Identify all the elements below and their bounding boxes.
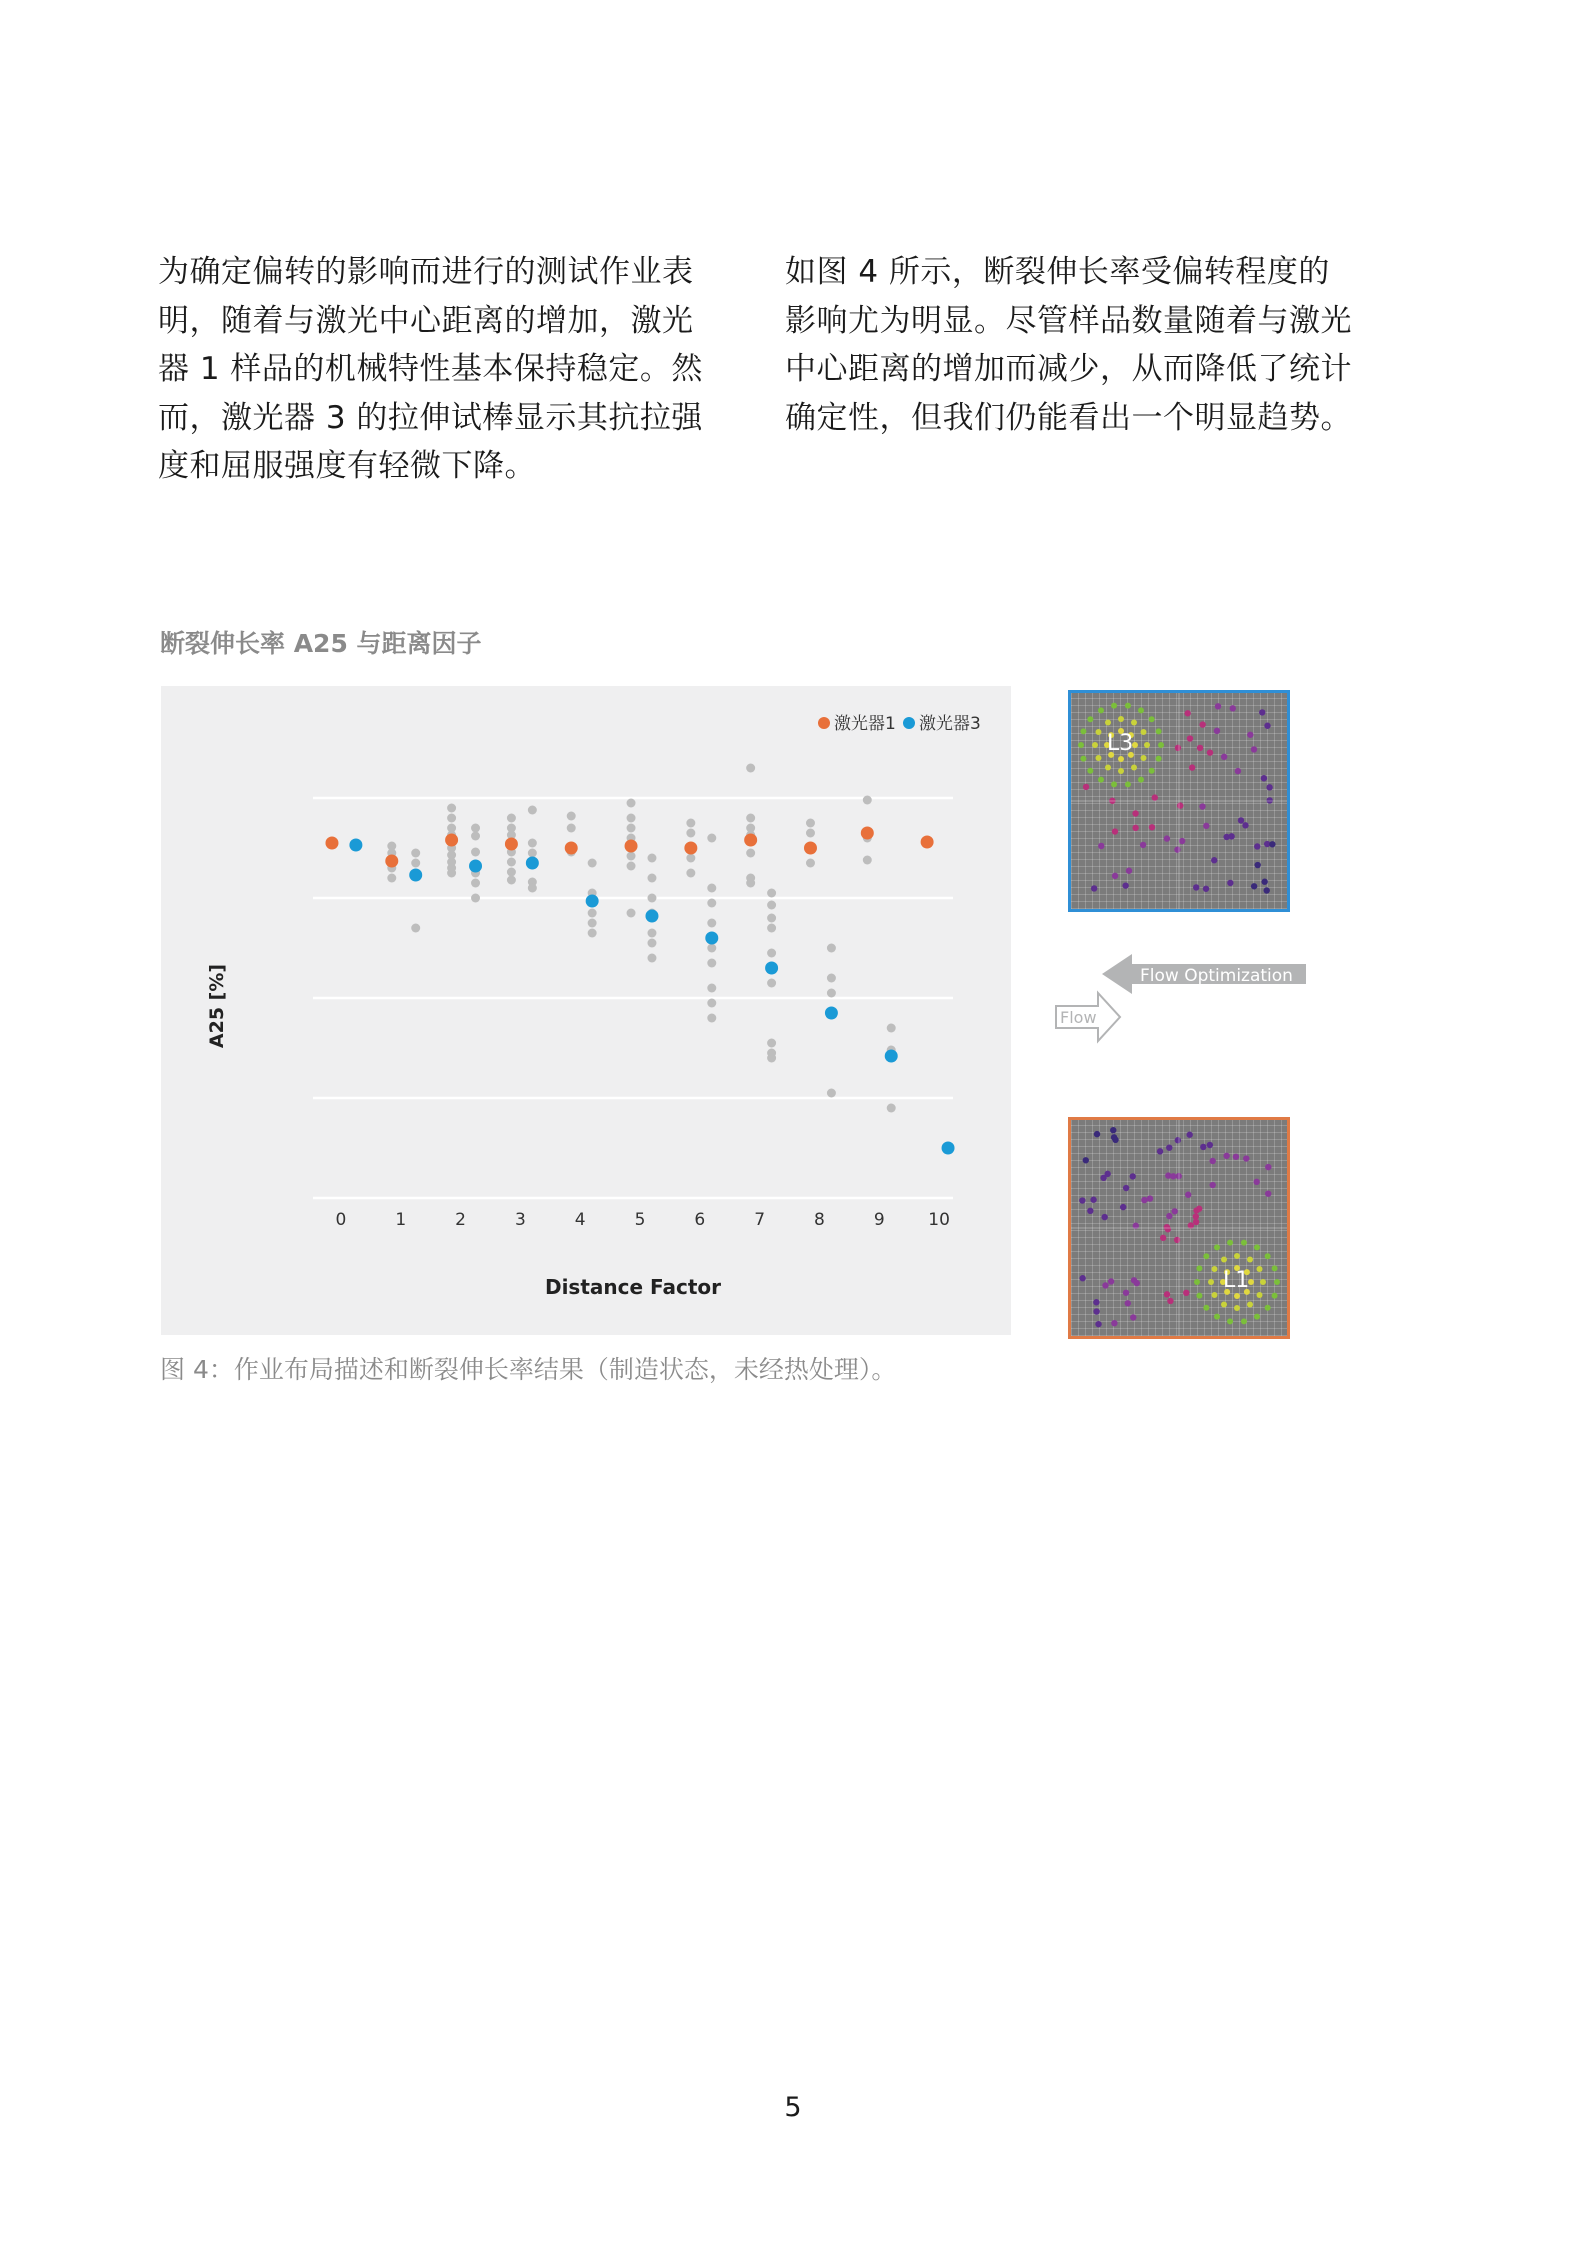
part-dot — [1274, 1279, 1280, 1285]
x-tick-label: 7 — [754, 1210, 766, 1230]
sample-point — [827, 989, 836, 998]
chart-area — [161, 686, 1011, 1335]
sample-point — [887, 1104, 896, 1113]
sample-point — [528, 839, 537, 848]
part-dot — [1189, 764, 1195, 770]
part-dot — [1265, 1305, 1271, 1311]
part-dot — [1132, 810, 1138, 816]
part-dot — [1132, 825, 1138, 831]
part-dot — [1123, 1185, 1129, 1191]
part-dot — [1214, 1244, 1220, 1250]
part-dot — [1111, 1320, 1117, 1326]
laser1-mean-point — [385, 855, 398, 868]
sample-point — [686, 854, 695, 863]
part-dot — [1095, 729, 1101, 735]
sample-point — [806, 819, 815, 828]
x-tick-label: 9 — [873, 1210, 885, 1230]
sample-point — [471, 824, 480, 833]
legend-marker-laser1 — [818, 717, 830, 729]
part-dot — [1177, 802, 1183, 808]
laser3-mean-point — [885, 1050, 898, 1063]
sample-point — [707, 919, 716, 928]
sample-point — [627, 799, 636, 808]
part-layout-dots — [1071, 1120, 1287, 1336]
part-dot — [1149, 824, 1155, 830]
part-dot — [1194, 1279, 1200, 1285]
part-dot — [1196, 1265, 1202, 1271]
part-dot — [1211, 857, 1217, 863]
sample-point — [707, 984, 716, 993]
part-dot — [1187, 735, 1193, 741]
sample-point — [767, 914, 776, 923]
part-dot — [1208, 1279, 1214, 1285]
sample-point — [707, 999, 716, 1008]
part-layout-dots — [1071, 693, 1287, 909]
part-dot — [1079, 1275, 1085, 1281]
sample-point — [686, 819, 695, 828]
sample-point — [507, 858, 516, 867]
legend-marker-laser3 — [903, 717, 915, 729]
part-dot — [1175, 745, 1181, 751]
sample-point — [471, 894, 480, 903]
sample-point — [827, 1089, 836, 1098]
laser1-mean-point — [505, 838, 518, 851]
part-dot — [1101, 1214, 1107, 1220]
x-tick-label: 8 — [814, 1210, 825, 1230]
sample-point — [588, 919, 597, 928]
part-dot — [1141, 1197, 1147, 1203]
part-dot — [1197, 745, 1203, 751]
x-tick-label: 10 — [928, 1210, 950, 1230]
sample-point — [627, 862, 636, 871]
part-dot — [1186, 1132, 1192, 1138]
sample-point — [567, 824, 576, 833]
laser3-mean-point — [469, 860, 482, 873]
sample-point — [588, 859, 597, 868]
sample-point — [627, 824, 636, 833]
part-dot — [1227, 880, 1233, 886]
part-dot — [1152, 794, 1158, 800]
part-dot — [1138, 707, 1144, 713]
part-dot — [1149, 716, 1155, 722]
part-dot — [1228, 833, 1234, 839]
part-dot — [1171, 1208, 1177, 1214]
x-axis-label: Distance Factor — [544, 1275, 722, 1299]
part-dot — [1147, 1195, 1153, 1201]
part-dot — [1126, 868, 1132, 874]
part-dot — [1105, 719, 1111, 725]
part-dot — [1083, 1157, 1089, 1163]
part-dot — [1257, 1292, 1263, 1298]
part-dot — [1247, 732, 1253, 738]
part-dot — [1199, 803, 1205, 809]
part-dot — [1098, 707, 1104, 713]
part-dot — [1157, 1148, 1163, 1154]
sample-point — [767, 949, 776, 958]
part-dot — [1254, 843, 1260, 849]
part-dot — [1215, 703, 1221, 709]
part-dot — [1247, 1256, 1253, 1262]
part-dot — [1078, 742, 1084, 748]
part-dot — [1210, 1158, 1216, 1164]
laser1-mean-point — [744, 834, 757, 847]
part-dot — [1211, 1292, 1217, 1298]
part-dot — [1098, 843, 1104, 849]
part-dot — [1264, 887, 1270, 893]
part-dot — [1095, 755, 1101, 761]
sample-point — [827, 944, 836, 953]
part-dot — [1164, 1224, 1170, 1230]
part-dot — [1095, 1321, 1101, 1327]
sample-point — [806, 859, 815, 868]
part-dot — [1196, 1293, 1202, 1299]
part-dot — [1193, 1213, 1199, 1219]
laser1-mean-point — [445, 834, 458, 847]
part-dot — [1234, 1253, 1240, 1259]
part-dot — [1207, 749, 1213, 755]
sample-point — [471, 879, 480, 888]
part-dot — [1102, 1282, 1108, 1288]
laser3-mean-point — [705, 932, 718, 945]
part-dot — [1090, 1197, 1096, 1203]
part-dot — [1105, 765, 1111, 771]
figure-title: 断裂伸长率 A25 与距离因子 — [160, 629, 482, 658]
part-dot — [1179, 838, 1185, 844]
part-dot — [1193, 1219, 1199, 1225]
part-dot — [1251, 746, 1257, 752]
part-dot — [1164, 1291, 1170, 1297]
part-dot — [1080, 756, 1086, 762]
sample-point — [707, 944, 716, 953]
flow-arrows — [1050, 950, 1330, 1070]
build-plate-top-panel — [1068, 690, 1290, 912]
sample-point — [471, 832, 480, 841]
part-dot — [1167, 1298, 1173, 1304]
part-dot — [1166, 1213, 1172, 1219]
part-dot — [1260, 1279, 1266, 1285]
sample-point — [647, 939, 656, 948]
part-dot — [1209, 1182, 1215, 1188]
x-tick-label: 2 — [455, 1210, 466, 1230]
sample-point — [707, 959, 716, 968]
laser1-mean-point — [804, 842, 817, 855]
sample-point — [471, 848, 480, 857]
part-dot — [1203, 823, 1209, 829]
part-dot — [1118, 716, 1124, 722]
part-dot — [1144, 742, 1150, 748]
part-dot — [1203, 1253, 1209, 1259]
part-dot — [1264, 723, 1270, 729]
sample-point — [707, 899, 716, 908]
part-dot — [1098, 777, 1104, 783]
body-paragraph-right: 如图 4 所示，断裂伸长率受偏转程度的影响尤为明显。尽管样品数量随着与激光中心距离的增加而减少，从而降低了统计确定性，但我们仍能看出一个明显趋势。 — [785, 254, 1352, 436]
sample-point — [507, 876, 516, 885]
laser3-mean-point — [409, 869, 422, 882]
part-dot — [1227, 1240, 1233, 1246]
laser-label-top: L3 — [1107, 731, 1134, 756]
part-dot — [1158, 742, 1164, 748]
part-dot — [1257, 1266, 1263, 1272]
part-dot — [1174, 846, 1180, 852]
sample-point — [863, 856, 872, 865]
part-dot — [1234, 1305, 1240, 1311]
part-dot — [1241, 1318, 1247, 1324]
part-dot — [1272, 1293, 1278, 1299]
sample-point — [827, 974, 836, 983]
laser3-mean-point — [765, 962, 778, 975]
sample-point — [411, 849, 420, 858]
part-dot — [1265, 1164, 1271, 1170]
part-dot — [1238, 817, 1244, 823]
part-dot — [1083, 784, 1089, 790]
part-dot — [1221, 1302, 1227, 1308]
x-tick-label: 3 — [514, 1210, 526, 1230]
part-dot — [1203, 886, 1209, 892]
laser3-mean-point — [586, 895, 599, 908]
part-dot — [1266, 784, 1272, 790]
part-dot — [1247, 1302, 1253, 1308]
sample-point — [767, 889, 776, 898]
part-dot — [1183, 1290, 1189, 1296]
part-dot — [1131, 719, 1137, 725]
x-tick-label: 4 — [574, 1210, 586, 1230]
part-dot — [1111, 781, 1117, 787]
build-plate-bottom-panel — [1068, 1117, 1290, 1339]
part-dot — [1254, 1314, 1260, 1320]
sample-point — [767, 924, 776, 933]
part-dot — [1112, 873, 1118, 879]
laser3-mean-point — [645, 910, 658, 923]
part-dot — [1079, 1197, 1085, 1203]
sample-point — [806, 829, 815, 838]
part-dot — [1234, 1293, 1240, 1299]
part-dot — [1138, 777, 1144, 783]
sample-point — [707, 884, 716, 893]
flow-label: Flow — [1060, 1008, 1097, 1027]
part-dot — [1272, 1265, 1278, 1271]
part-dot — [1122, 882, 1128, 888]
sample-point — [627, 814, 636, 823]
part-dot — [1110, 1127, 1116, 1133]
sample-point — [887, 1024, 896, 1033]
part-dot — [1175, 1137, 1181, 1143]
part-dot — [1112, 828, 1118, 834]
part-dot — [1156, 756, 1162, 762]
part-dot — [1254, 1244, 1260, 1250]
part-dot — [1093, 1299, 1099, 1305]
part-dot — [1149, 768, 1155, 774]
sample-point — [528, 849, 537, 858]
part-dot — [1125, 1300, 1131, 1306]
part-dot — [1087, 716, 1093, 722]
sample-point — [528, 806, 537, 815]
sample-point — [746, 849, 755, 858]
part-dot — [1193, 884, 1199, 890]
part-dot — [1223, 1153, 1229, 1159]
part-dot — [1251, 883, 1257, 889]
sample-point — [447, 804, 456, 813]
part-dot — [1261, 879, 1267, 885]
scatter-chart — [161, 686, 1011, 1335]
part-dot — [1269, 841, 1275, 847]
y-axis-label: A25 [%] — [206, 963, 228, 1049]
part-dot — [1125, 703, 1131, 709]
laser1-mean-point — [861, 827, 874, 840]
laser1-mean-point — [325, 837, 338, 850]
part-dot — [1108, 1278, 1114, 1284]
laser1-mean-point — [921, 836, 934, 849]
body-paragraph-left: 为确定偏转的影响而进行的测试作业表明，随着与激光中心距离的增加，激光器 1 样品的机械特性基本保持稳定。然而，激光器 3 的拉伸试棒显示其抗拉强度和屈服强度有轻微下降。 — [158, 254, 703, 484]
part-dot — [1227, 1318, 1233, 1324]
sample-point — [746, 814, 755, 823]
part-dot — [1141, 729, 1147, 735]
sample-point — [647, 894, 656, 903]
part-dot — [1087, 1208, 1093, 1214]
part-dot — [1080, 728, 1086, 734]
laser3-mean-point — [825, 1007, 838, 1020]
sample-point — [588, 909, 597, 918]
part-dot — [1221, 1256, 1227, 1262]
part-dot — [1131, 765, 1137, 771]
part-dot — [1259, 709, 1265, 715]
sample-point — [746, 764, 755, 773]
x-tick-label: 1 — [395, 1210, 407, 1230]
sample-point — [627, 852, 636, 861]
sample-point — [647, 874, 656, 883]
sample-point — [411, 924, 420, 933]
part-dot — [1118, 756, 1124, 762]
part-dot — [1214, 1314, 1220, 1320]
sample-point — [447, 869, 456, 878]
sample-point — [447, 814, 456, 823]
part-dot — [1140, 842, 1146, 848]
laser3-mean-point — [942, 1142, 955, 1155]
part-dot — [1265, 1253, 1271, 1259]
part-dot — [1196, 1206, 1202, 1212]
part-dot — [1199, 721, 1205, 727]
part-dot — [1091, 885, 1097, 891]
part-dot — [1242, 822, 1248, 828]
sample-point — [387, 874, 396, 883]
part-dot — [1261, 775, 1267, 781]
part-dot — [1120, 1204, 1126, 1210]
part-dot — [1254, 862, 1260, 868]
part-dot — [1164, 835, 1170, 841]
sample-point — [707, 1014, 716, 1023]
figure-caption: 图 4：作业布局描述和断裂伸长率结果（制造状态，未经热处理）。 — [160, 1355, 897, 1384]
laser3-mean-point — [349, 839, 362, 852]
sample-point — [507, 814, 516, 823]
laser-label-bottom: L1 — [1223, 1268, 1250, 1293]
laser1-mean-point — [684, 842, 697, 855]
flow-optimization-label: Flow Optimization — [1140, 966, 1293, 986]
sample-point — [863, 796, 872, 805]
part-dot — [1266, 797, 1272, 803]
part-dot — [1166, 1144, 1172, 1150]
part-dot — [1123, 1290, 1129, 1296]
part-dot — [1185, 1192, 1191, 1198]
part-dot — [1093, 1308, 1099, 1314]
sample-point — [588, 929, 597, 938]
part-dot — [1094, 1131, 1100, 1137]
sample-point — [767, 979, 776, 988]
sample-point — [767, 1039, 776, 1048]
sample-point — [567, 812, 576, 821]
layout-diagram — [1050, 680, 1330, 1350]
part-dot — [1200, 1144, 1206, 1150]
sample-point — [528, 884, 537, 893]
legend-label-laser3: 激光器3 — [919, 714, 981, 734]
sample-point — [647, 854, 656, 863]
part-dot — [1233, 1154, 1239, 1160]
part-dot — [1243, 1155, 1249, 1161]
sample-point — [686, 869, 695, 878]
part-dot — [1211, 1266, 1217, 1272]
part-dot — [1087, 768, 1093, 774]
part-dot — [1170, 1173, 1176, 1179]
sample-point — [627, 909, 636, 918]
part-dot — [1184, 710, 1190, 716]
part-dot — [1241, 1240, 1247, 1246]
sample-point — [647, 954, 656, 963]
part-dot — [1230, 705, 1236, 711]
laser1-mean-point — [625, 840, 638, 853]
part-dot — [1131, 1277, 1137, 1283]
sample-point — [507, 868, 516, 877]
part-dot — [1111, 1134, 1117, 1140]
part-dot — [1265, 1190, 1271, 1196]
part-dot — [1235, 768, 1241, 774]
part-dot — [1125, 781, 1131, 787]
x-tick-label: 0 — [335, 1210, 347, 1230]
laser3-mean-point — [526, 857, 539, 870]
part-dot — [1207, 1142, 1213, 1148]
sample-point — [707, 834, 716, 843]
part-dot — [1130, 1173, 1136, 1179]
sample-point — [767, 901, 776, 910]
sample-point — [647, 929, 656, 938]
part-dot — [1203, 1305, 1209, 1311]
x-tick-label: 5 — [634, 1210, 646, 1230]
part-dot — [1118, 768, 1124, 774]
part-dot — [1130, 1314, 1136, 1320]
part-dot — [1104, 1171, 1110, 1177]
sample-point — [686, 829, 695, 838]
part-dot — [1092, 742, 1098, 748]
sample-point — [411, 859, 420, 868]
part-dot — [1156, 728, 1162, 734]
page-number: 5 — [784, 2092, 802, 2123]
sample-point — [746, 879, 755, 888]
sample-point — [767, 1054, 776, 1063]
part-dot — [1214, 728, 1220, 734]
x-tick-label: 6 — [694, 1210, 706, 1230]
legend-label-laser1: 激光器1 — [834, 714, 896, 734]
part-dot — [1253, 1179, 1259, 1185]
part-dot — [1221, 754, 1227, 760]
part-dot — [1141, 755, 1147, 761]
part-dot — [1111, 703, 1117, 709]
laser1-mean-point — [565, 842, 578, 855]
part-dot — [1160, 1235, 1166, 1241]
